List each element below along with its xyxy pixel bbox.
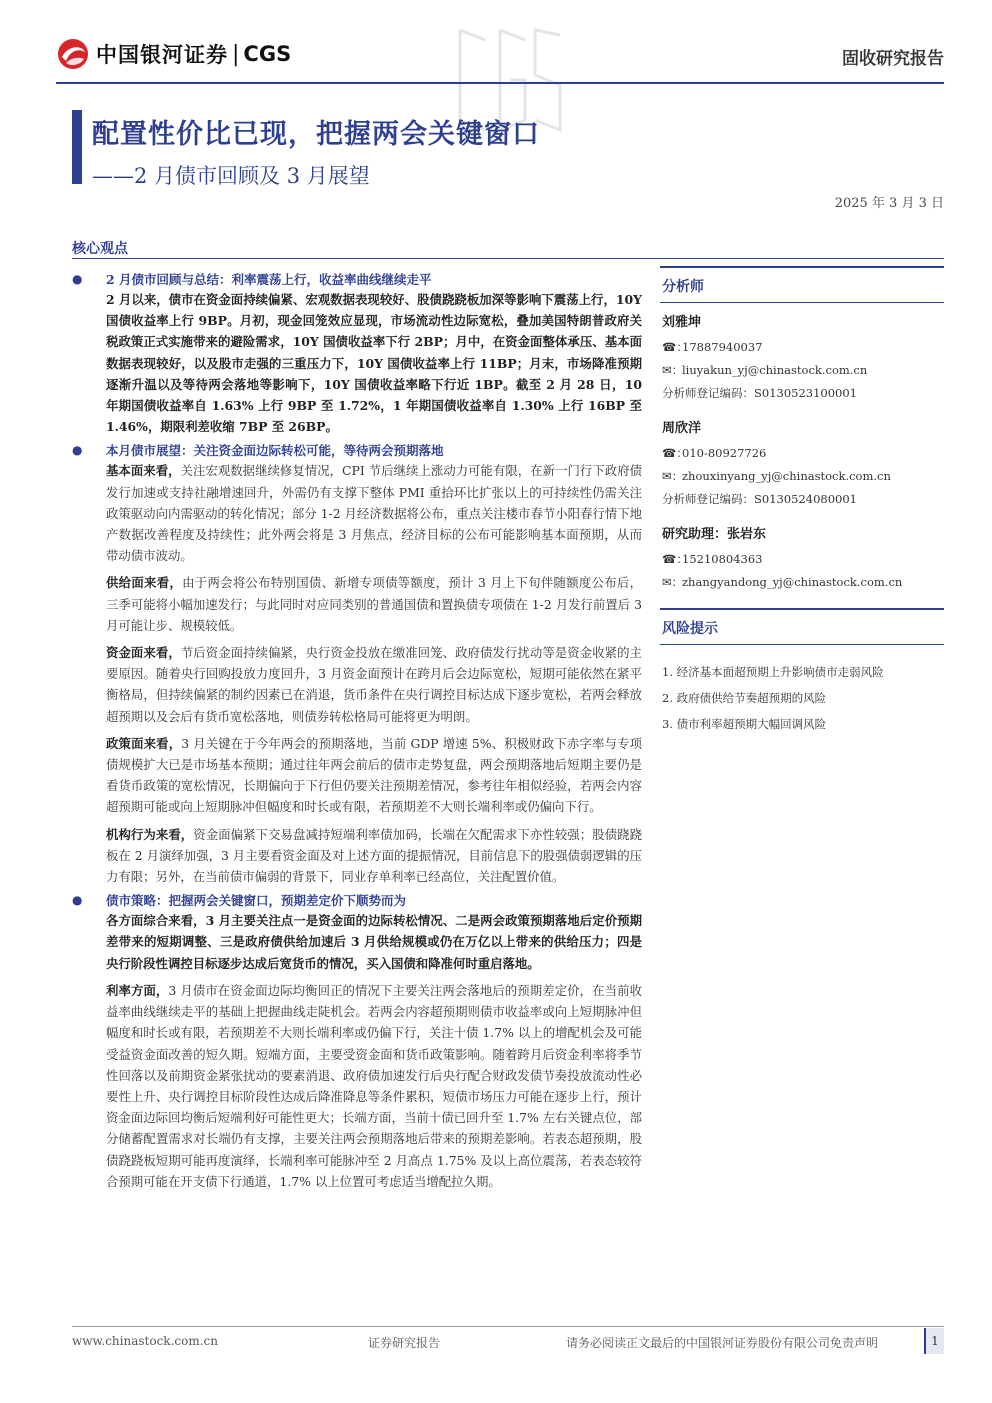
footer-center-label: 证券研究报告: [368, 1336, 441, 1350]
email-value[interactable]: zhangyandong_yj@chinastock.com.cn: [682, 575, 903, 589]
logo-en-text: CGS: [243, 42, 292, 66]
footer-divider: [72, 1326, 944, 1327]
section-heading-text: 2 月债市回顾与总结：利率震荡上行，收益率曲线继续走平: [106, 272, 432, 287]
footer-disclaimer: 请务必阅读正文最后的中国银河证券股份有限公司免责声明: [566, 1336, 879, 1350]
bullet-icon: ●: [72, 893, 83, 908]
phone-value: 15210804363: [682, 552, 763, 566]
paragraph-text: 节后资金面持续偏紧，央行资金投放在缴准回笼、政府债发行扰动等是资金收紧的主要原因。随着央行回购投放力度回升，3 月资金面预计在跨月后会边际宽松，短期可能依然在紧平衡格局，但持续偏紧的制约因素已在消退，货币条件在央行调控目标达成下逐步宽松，若两会释放超预期以及会后有货币宽松落地，则债券转松格局可能将更为明朗。: [106, 645, 643, 724]
paragraph-text: 资金面偏紧下交易盘减持短端利率债加码，长端在欠配需求下亦性较强；股债跷跷板在 2 月演绎加强，3 月主要看资金面及对上述方面的提振情况，目前信息下的股强债弱逻辑的压力有限；另外，在当前债市偏弱的背景下，同业存单利率已经高位，关注配置价值。: [106, 826, 643, 885]
page-number: 1: [924, 1328, 944, 1354]
section-outlook: [72, 441, 642, 887]
analyst-heading: 分析师: [662, 279, 704, 295]
paragraph-text: 3 月债市在资金面边际均衡回正的情况下主要关注两会落地后的预期差定价，在当前收益率曲线继续走平的基础上把握曲线走陡机会。若两会内容超预期则债市收益率或向上短期脉冲但幅度和时长或有限，若预期差不大则长端利率或仍偏下行，关注十债 1.7% 以上的增配机会及可能受益资金面改善的短久期。短端方面，主要受资金面和货币政策影响。随着跨月后资金利率将季节性回落以及前期资金紧张扰动的要素消退、政府债加速发行后央行配合财政发债节奏投放流动性必要性上升、央行调控目标阶段性达成后降准降息等条件累积，短债市场压力可能在逐步上行，预计资金面边际回均衡后短端利好可能性更大；长端方面，当前十债已回升至 1.7% 左右关键点位，部分储蓄配置需求对长端仍有支撑，主要关注两会预期落地后带来的预期差影响。若表态超预期，股债跷跷板短期可能再度演绎，长端利率可能脉冲至 2 月高点 1.75% 及以上高位震荡，若表态较符合预期可能在开支债下行通道，1.7% 以上位置可考虑适当增配拉久期。: [106, 982, 642, 1189]
paragraph-supply: [106, 572, 642, 636]
email-value[interactable]: zhouxinyang_yj@chinastock.com.cn: [682, 469, 891, 483]
paragraph: [106, 289, 642, 437]
section-heading-text: 本月债市展望：关注资金面边际转松可能，等待两会预期落地: [106, 443, 444, 459]
section-heading: [72, 891, 642, 910]
email-value[interactable]: liuyakun_yj@chinastock.com.cn: [682, 363, 868, 377]
paragraph-lead: 资金面来看，: [106, 645, 181, 661]
phone-icon: ☎：: [662, 446, 688, 460]
analyst-name: 刘雅坤: [662, 315, 702, 330]
paragraph-policy: [106, 733, 642, 818]
paragraph-liquidity: [106, 642, 642, 727]
section-review: [72, 270, 642, 437]
email-icon: ✉：: [662, 469, 684, 483]
analyst-phone: [662, 336, 944, 359]
risk-heading: 风险提示: [662, 621, 718, 637]
section-heading: [72, 270, 642, 289]
section-heading: [72, 441, 642, 460]
logo-separator: |: [232, 41, 240, 67]
risk-item: 2. 政府债供给节奏超预期的风险: [662, 691, 827, 705]
section-strategy: [72, 891, 642, 1192]
sidebar-thin-divider: [660, 644, 944, 645]
paragraph-summary: [106, 910, 642, 974]
phone-value: 17887940037: [682, 340, 763, 354]
risk-item: 3. 债市利率超预期大幅回调风险: [662, 717, 827, 731]
sidebar: [660, 266, 944, 737]
paragraph-text: 2 月以来，债市在资金面持续偏紧、宏观数据表现较好、股债跷跷板加深等影响下震荡上行，10Y 国债收益率上行 9BP。月初，现金回笼效应显现，市场流动性边际宽松，叠加美国特朗普政府关税政策正式实施带来的避险需求，10Y 国债收益率下行 2BP；月中，在资金面整体承压、基本面数据表现较好，以及股市走强的三重压力下，10Y 国债收益率上行 11BP；月末，市场降准预期逐渐升温以及等待两会落地等影响下，10Y 国债收益率略下行近 1BP。截至 2 月 28 日，10 年期国债收益率自 1.63% 上行 9BP 至 1.72%，1 年期国债收益率自 1.30% 上行 16BP 至 1.46%，期限利差收缩 7BP 至 26BP。: [106, 292, 642, 435]
assistant-email[interactable]: [662, 571, 944, 594]
paragraph-institutions: [106, 824, 642, 888]
analyst-email[interactable]: [662, 359, 944, 382]
paragraph-lead: 利率方面，: [106, 982, 169, 998]
phone-value: 010-80927726: [682, 446, 767, 460]
risk-item: 1. 经济基本面超预期上升影响债市走弱风险: [662, 665, 884, 679]
analyst-name: 周欣洋: [662, 421, 702, 436]
document-type: 固收研究报告: [842, 49, 944, 69]
paragraph-text: 各方面综合来看，3 月主要关注点一是资金面的边际转松情况、二是两会政策预期落地后定价预期差带来的短期调整、三是政府债供给加速后 3 月供给规模或仍在万亿以上带来的供给压力；四是央行阶段性调控目标逐步达成后宽货币的情况，买入国债和降准何时重启落地。: [106, 913, 642, 971]
logo-swirl-icon: [56, 37, 90, 71]
analyst-email[interactable]: [662, 465, 944, 488]
report-subtitle: ——2 月债市回顾及 3 月展望: [92, 164, 370, 188]
main-content: [72, 270, 642, 1196]
sidebar-divider: [660, 266, 944, 268]
paragraph-fundamentals: [106, 460, 642, 566]
core-views-label: 核心观点: [72, 241, 128, 257]
bullet-icon: ●: [72, 272, 83, 286]
footer-website[interactable]: www.chinastock.com.cn: [72, 1334, 218, 1348]
report-title: 配置性价比已现，把握两会关键窗口: [92, 119, 540, 150]
paragraph-lead: 供给面来看，: [106, 575, 183, 591]
title-accent-bar: [72, 110, 82, 184]
paragraph-rates: [106, 980, 642, 1192]
analyst-phone: [662, 442, 944, 465]
core-divider: [72, 258, 944, 259]
email-icon: ✉：: [662, 363, 684, 377]
paragraph-lead: 政策面来看，: [106, 735, 182, 751]
analyst-cert: 分析师登记编码：S0130524080001: [662, 492, 857, 506]
sidebar-divider: [660, 608, 944, 610]
report-date: 2025 年 3 月 3 日: [834, 196, 944, 211]
bullet-icon: ●: [72, 443, 83, 458]
paragraph-text: 3 月关键在于今年两会的预期落地，当前 GDP 增速 5%、积极财政下赤字率与专项债规模扩大已是市场基本预期；通过往年两会前后的债市走势复盘，两会预期落地后短期主要仍是看货币政策的宽松情况，长期偏向于下行但仍要关注预期差情况，参考往年相似经验，若两会内容超预期可能或向上短期脉冲但幅度和时长或有限，若预期差不大则长端利率或仍偏向下行。: [106, 735, 642, 815]
company-logo: [56, 36, 316, 72]
logo-cn-text: 中国银河证券: [96, 43, 228, 67]
header-divider: [56, 82, 944, 84]
analyst-cert: 分析师登记编码：S0130523100001: [662, 386, 857, 400]
phone-icon: ☎：: [662, 340, 688, 354]
section-heading-text: 债市策略：把握两会关键窗口，预期差定价下顺势而为: [106, 893, 407, 909]
assistant-phone: [662, 548, 944, 571]
sidebar-thin-divider: [660, 302, 944, 303]
paragraph-text: 由于两会将公布特别国债、新增专项债等额度，预计 3 月上下旬伴随额度公布后，三季可能将小幅加速发行；与此同时对应同类别的普通国债和置换债专项债在 1-2 月发行前置后 3 月可能让步、规模较低。: [106, 575, 642, 633]
email-icon: ✉：: [662, 575, 684, 589]
assistant-name: 研究助理：张岩东: [662, 527, 767, 542]
paragraph-lead: 机构行为来看，: [106, 826, 194, 842]
phone-icon: ☎：: [662, 552, 688, 566]
paragraph-lead: 基本面来看，: [106, 463, 181, 479]
paragraph-text: 关注宏观数据继续修复情况，CPI 节后继续上涨动力可能有限，在新一门行下政府债发行加速或支持社融增速回升，外需仍有支撑下整体 PMI 重拾环比扩张以上的可持续性仍需关注政策驱动向内需驱动的转化情况；部分 1-2 月经济数据将公布，重点关注楼市春节小阳春行情下地产数据改善程度及持续性；此外两会将是 3 月焦点，经济目标的公布可能影响基本面预期，从而带动债市波动。: [106, 463, 643, 564]
